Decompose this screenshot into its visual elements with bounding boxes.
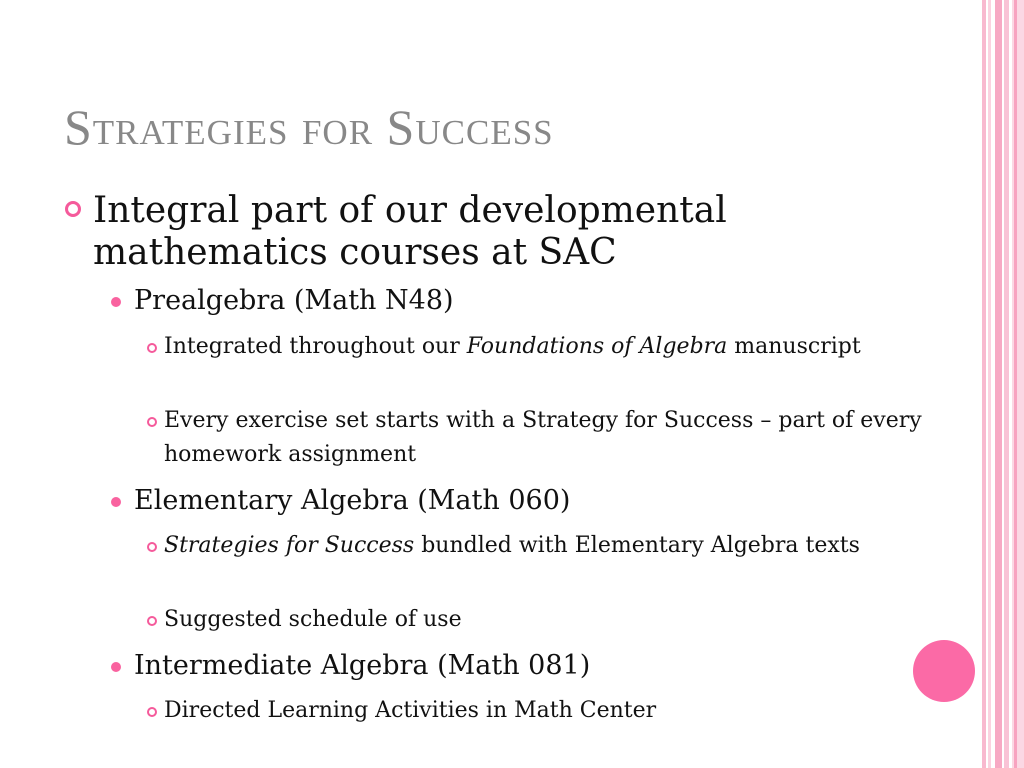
ring-bullet-icon <box>147 542 157 552</box>
point-text: manuscript <box>727 334 861 359</box>
ring-bullet-icon <box>147 343 157 353</box>
course-point <box>164 330 864 364</box>
decorative-stripe <box>982 0 986 768</box>
main-point <box>93 190 813 274</box>
course-label: Elementary Algebra (Math 060) <box>134 485 571 516</box>
ring-bullet-icon <box>65 201 81 217</box>
point-text: bundled with Elementary Algebra texts <box>414 533 860 558</box>
decorative-stripe <box>995 0 1002 768</box>
course-point <box>164 694 864 728</box>
ring-bullet-icon <box>147 707 157 717</box>
course-point <box>164 404 954 472</box>
main-point-text: Integral part of our developmental mathematics courses at SAC <box>93 190 727 273</box>
point-emphasis: Strategies for Success <box>164 533 415 558</box>
dot-bullet-icon <box>111 662 121 672</box>
point-text: Integrated throughout our <box>164 334 467 359</box>
course-label: Intermediate Algebra (Math 081) <box>134 650 591 681</box>
decorative-stripe <box>1014 0 1017 768</box>
course-elementary <box>134 484 570 518</box>
dot-bullet-icon <box>111 497 121 507</box>
ring-bullet-icon <box>147 616 157 626</box>
decorative-stripe <box>1004 0 1009 768</box>
course-point <box>164 603 864 637</box>
ring-bullet-icon <box>147 417 157 427</box>
point-text: Suggested schedule of use <box>164 607 462 632</box>
course-prealgebra <box>134 284 454 318</box>
decorative-stripe <box>988 0 991 768</box>
course-point <box>164 529 924 563</box>
course-intermediate <box>134 649 590 683</box>
point-emphasis: Foundations of Algebra <box>466 334 728 359</box>
point-text: Directed Learning Activities in Math Center <box>164 698 657 723</box>
point-text: Every exercise set starts with a Strategy for Success – part of every homework assignment <box>164 408 922 467</box>
course-label: Prealgebra (Math N48) <box>134 285 454 316</box>
dot-bullet-icon <box>111 297 121 307</box>
slide-title: Strategies for Success <box>64 99 554 155</box>
